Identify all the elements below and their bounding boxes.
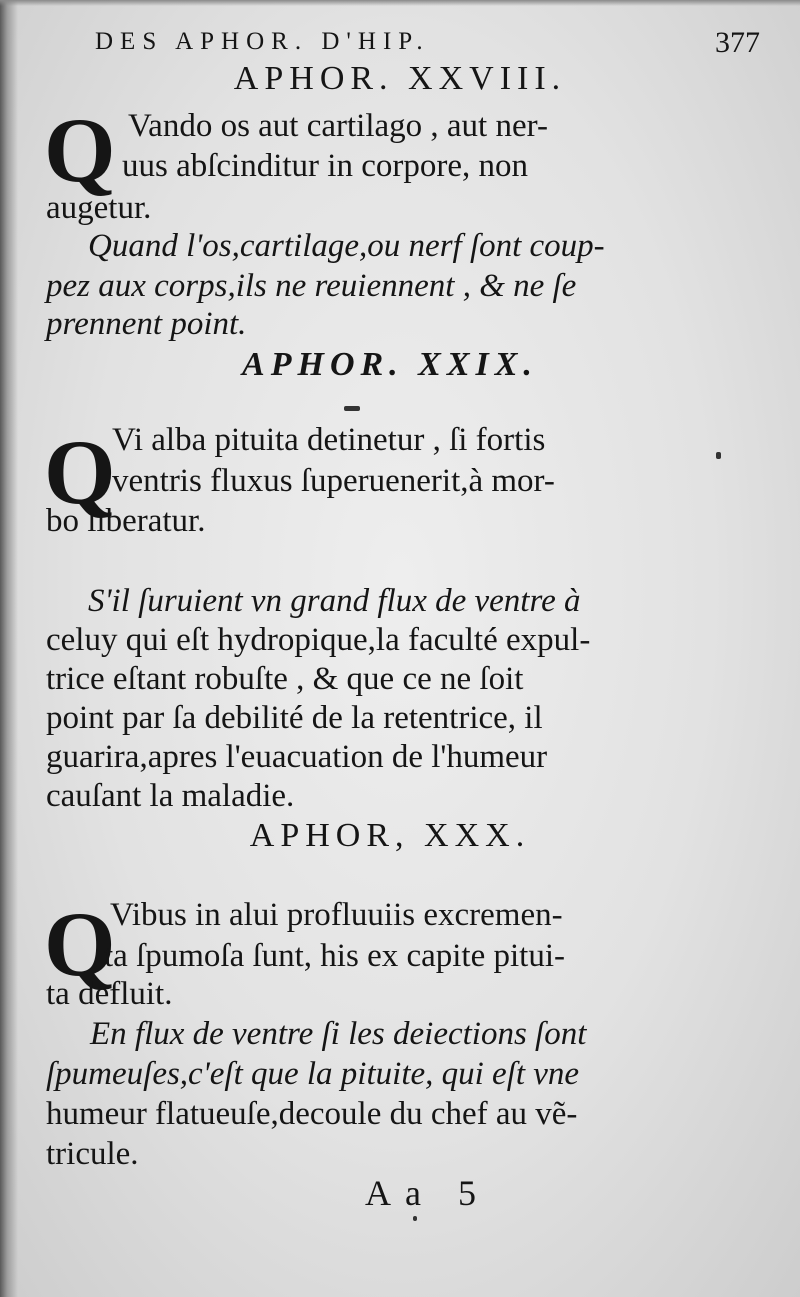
- running-head: DES APHOR. D'HIP.: [95, 28, 430, 55]
- latin-line: ta defluit.: [46, 976, 173, 1012]
- latin-line: Vi alba pituita detinetur , ſi fortis: [112, 422, 546, 458]
- signature-mark: Aa 5: [365, 1173, 490, 1213]
- french-line: prennent point.: [46, 306, 247, 342]
- page-top-edge: [0, 0, 800, 6]
- french-line: trice eſtant robuſte , & que ce ne ſoit: [46, 661, 524, 697]
- ink-speck: [344, 406, 360, 411]
- latin-line: uus abſcinditur in corpore, non: [122, 148, 528, 184]
- latin-line: Vando os aut cartilago , aut ner-: [128, 108, 548, 144]
- latin-line: bo liberatur.: [46, 503, 206, 539]
- aphorism-heading-28: APHOR. XXVIII.: [233, 60, 567, 97]
- drop-cap-q: Q: [44, 421, 116, 523]
- french-line: ſpumeuſes,c'eſt que la pituite, qui eſt vne: [46, 1056, 580, 1092]
- latin-line: augetur.: [46, 190, 152, 226]
- french-line: guarira,apres l'euacuation de l'humeur: [46, 739, 548, 775]
- drop-cap-q: Q: [44, 893, 116, 995]
- page-number: 377: [715, 26, 760, 59]
- french-line: pez aux corps,ils ne reuiennent , & ne ſe: [46, 268, 577, 304]
- latin-line: ventris fluxus ſuperuenerit,à mor-: [112, 463, 555, 499]
- aphorism-heading-30: APHOR, XXX.: [249, 817, 531, 854]
- french-line: point par ſa debilité de la retentrice, il: [46, 700, 543, 736]
- ink-speck: [413, 1216, 417, 1221]
- french-line: humeur flatueuſe,decoule du chef au vẽ-: [46, 1096, 578, 1132]
- french-line: S'il ſuruient vn grand flux de ventre à: [88, 583, 581, 619]
- ink-speck: [716, 452, 721, 459]
- drop-cap-q: Q: [44, 99, 116, 201]
- french-line: Quand l'os,cartilage,ou nerf ſont coup-: [88, 228, 605, 264]
- french-line: En flux de ventre ſi les deiections ſont: [90, 1016, 587, 1052]
- french-line: cauſant la maladie.: [46, 778, 295, 814]
- page-gutter-shadow: [0, 0, 18, 1297]
- french-line: celuy qui eſt hydropique,la faculté expul-: [46, 622, 591, 658]
- aphorism-heading-29: APHOR. XXIX.: [242, 346, 538, 383]
- french-line: tricule.: [46, 1136, 139, 1172]
- latin-line: ta ſpumoſa ſunt, his ex capite pitui-: [104, 938, 565, 974]
- latin-line: Vibus in alui profluuiis excremen-: [110, 897, 563, 933]
